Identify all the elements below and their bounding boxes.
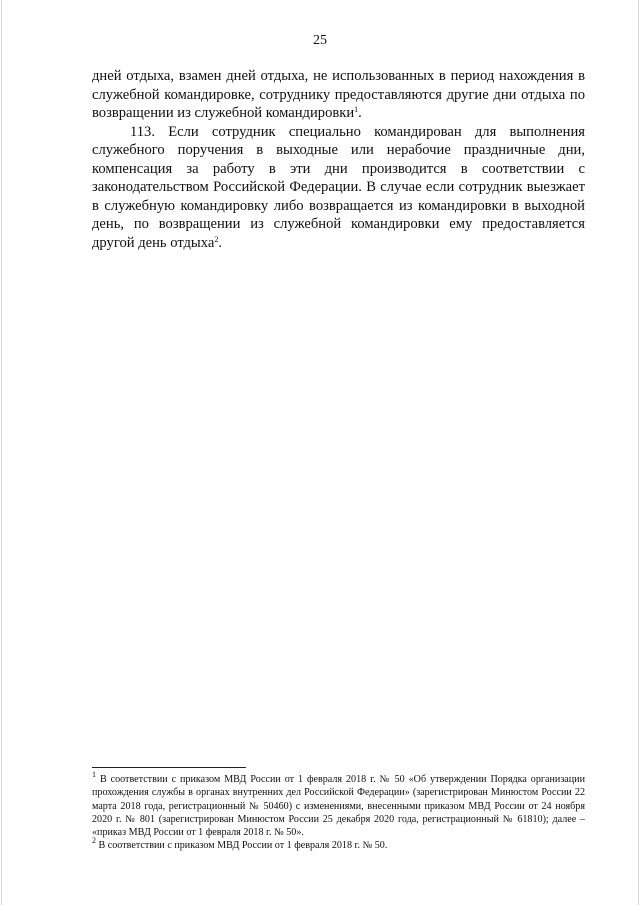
footnote-1-mark: 1 <box>92 770 96 779</box>
footnote-ref-1: 1 <box>354 105 359 114</box>
footnote-2-mark: 2 <box>92 836 96 846</box>
paragraph-2-end: . <box>218 234 222 251</box>
footnote-separator <box>92 767 246 768</box>
footnote-2 <box>92 836 585 852</box>
scan-edge-right <box>638 0 639 905</box>
paragraph-1-text: дней отдыха, взамен дней отдыха, не использованных в период нахождения в служебной командировке, сотруднику предоставляются другие дни отдыха по возвращении из служебной командировки <box>92 68 585 121</box>
paragraph-2-text: 113. Если сотрудник специально командирован для выполнения служебного поручения в выходные или нерабочие праздничные дни, компенсация за работу в эти дни производится в соответствии с законодательством Российской Федерации. В случае если сотрудник выезжает в служебную командировку либо возвращается из командировки в выходной день, по возвращении из служебной командировки ему предоставляется другой день отдыха <box>92 123 585 251</box>
footnote-ref-2: 2 <box>214 234 219 244</box>
body-text <box>92 67 585 252</box>
paragraph-1-end: . <box>358 105 362 121</box>
footnote-2-text: В соответствии с приказом МВД России от 1 февраля 2018 г. № 50. <box>96 840 388 852</box>
scan-edge-left <box>1 0 2 905</box>
footnotes <box>92 770 585 853</box>
footnote-1 <box>92 770 585 839</box>
footnote-1-text: В соответствии с приказом МВД России от 1 февраля 2018 г. № 50 «Об утверждении Порядка организации прохождения службы в органах внутренних дел Российской Федерации» (зарегистрирован Минюстом России 22 марта 2018 года, регистрационный № 50460) с изменениями, внесенными приказом МВД России от 24 ноября 2020 г. № 801 (зарегистрирован Минюстом России 25 декабря 2020 года, регистрационный № 61810); далее – «приказ МВД России от 1 февраля 2018 г. № 50». <box>92 774 585 839</box>
page-number: 25 <box>313 33 327 48</box>
paragraph-1 <box>92 67 585 123</box>
paragraph-2 <box>92 123 585 253</box>
